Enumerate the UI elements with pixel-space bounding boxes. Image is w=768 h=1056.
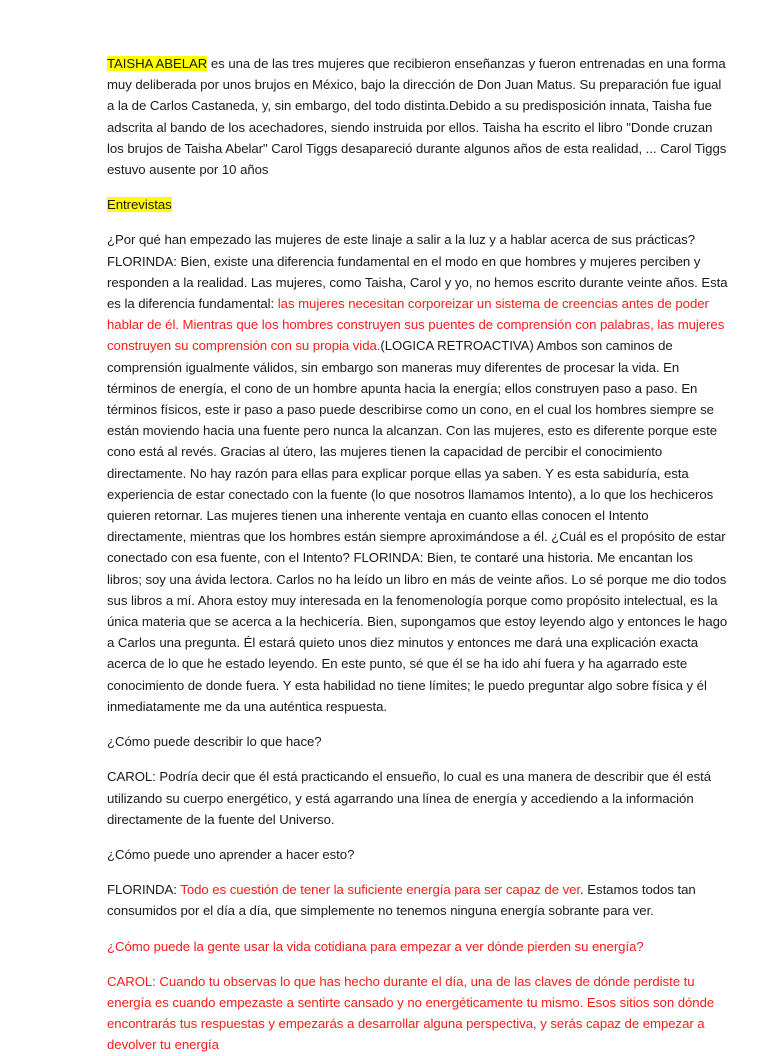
answer-2 (107, 879, 728, 921)
intro-text: es una de las tres mujeres que recibieron enseñanzas y fueron entrenadas en una forma muy deliberada por unos brujos en México, bajo la dirección de Don Juan Matus. Su preparación fue igual a la de Carlos Castaneda, y, sin embargo, del todo distinta.Debido a su predisposición innata, Taisha fue adscrita al bando de los acechadores, siendo instruida por ellos. Taisha ha escrito el libro "Donde cruzan los brujos de Taisha Abelar" Carol Tiggs desapareció durante algunos años de esta realidad, ... Carol Tiggs estuvo ausente por 10 años (107, 56, 727, 178)
answer-1: CAROL: Podría decir que él está practicando el ensueño, lo cual es una manera de describir que él está utilizando su cuerpo energético, y está agarrando una línea de energía y accediendo a la información directamente de la fuente del Universo. (107, 769, 712, 827)
answer-3: CAROL: Cuando tu observas lo que has hecho durante el día, una de las claves de dónde perdiste tu energía es cuando empezaste a sentirte cansado y no energéticamente tu mismo. Esos sitios son dónde encontrarás tus respuestas y empezarás a desarrollar alguna perspectiva, y serás capaz de empezar a devolver tu energía (107, 973, 715, 1053)
answer-2-speaker: FLORINDA: (107, 882, 181, 898)
interview-paragraph (107, 229, 728, 717)
interview-text-2: (LOGICA RETROACTIVA) Ambos son caminos de comprensión igualmente válidos, sin embargo son maneras muy diferentes de procesar la vida. En términos de energía, el cono de un hombre apunta hacia la energía; ellos construyen paso a paso. En términos físicos, este ir paso a paso puede describirse como un cono, en el cual los hombres siempre se están moviendo hacia una fuente pero nunca la alcanzan. Con las mujeres, esto es diferente porque este cono está al revés. Gracias al útero, las mujeres tienen la capacidad de percibir el conocimiento directamente. No hay razón para ellas para explicar porque ellas ya saben. Y es esta sabiduría, esta experiencia de estar conectado con la fuente (lo que nosotros llamamos Intento), a lo que los hechiceros quieren retornar. Las mujeres tienen una inherente ventaja en cuanto ellas conocen el Intento directamente, mientras que los hombres están siempre aproximándose a él. ¿Cuál es el propósito de estar conectado con esa fuente, con el Intento? FLORINDA: Bien, te contaré una historia. Me encantan los libros; soy una ávida lectora. Carlos no ha leído un libro en más de veinte años. Lo sé porque me dio todos sus libros a mí. Ahora estoy muy interesada en la fenomenología porque como propósito intelectual, es la única materia que se acerca a la hechicería. Bien, supongamos que estoy leyendo algo y entonces le hago a Carlos una pregunta. Él estará quieto unos diez minutos y entonces me dará una explicación exacta acerca de lo que he estado leyendo. En este punto, sé que él se ha ido ahí fuera y ha agarrado este conocimiento de donde fuera. Y esta habilidad no tiene límites; le puedo preguntar algo sobre física y él inmediatamente me da una auténtica respuesta. (107, 338, 728, 714)
answer-2-red-text: Todo es cuestión de tener la suficiente energía para ser capaz de ver (180, 882, 581, 898)
interview-red-text: las mujeres necesitan corporeizar un sistema de creencias antes de poder hablar de él. Mientras que los hombres construyen sus puentes de comprensión con palabras, las mujeres construyen su comprensión con su propia vida. (107, 296, 725, 354)
answer-2-rest: . Estamos todos tan consumidos por el día a día, que simplemente no tenemos ninguna energía sobrante para ver. (107, 882, 696, 919)
question-1: ¿Cómo puede describir lo que hace? (107, 734, 322, 750)
interview-text-1: ¿Por qué han empezado las mujeres de este linaje a salir a la luz y a hablar acerca de sus prácticas? FLORINDA: Bien, existe una diferencia fundamental en el modo en que hombres y mujeres perciben y responden a la realidad. Las mujeres, como Taisha, Carol y yo, no hemos escrito durante veinte años. Esta es la diferencia fundamental: (107, 232, 728, 312)
intro-paragraph (107, 53, 728, 180)
question-3: ¿Cómo puede la gente usar la vida cotidiana para empezar a ver dónde pierden su energía? (107, 938, 644, 954)
question-2: ¿Cómo puede uno aprender a hacer esto? (107, 846, 355, 862)
section-heading (107, 194, 728, 215)
heading-text: Entrevistas (107, 197, 172, 213)
highlighted-name: TAISHA ABELAR (107, 56, 208, 71)
